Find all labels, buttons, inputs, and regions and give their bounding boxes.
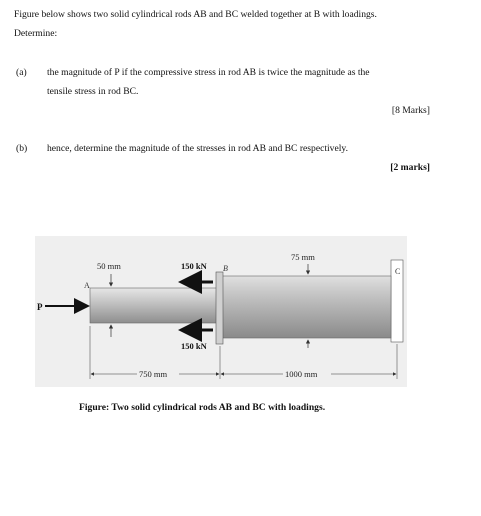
intro-line-1: Figure below shows two solid cylindrical rods AB and BC welded together at B with loadings. bbox=[14, 9, 377, 20]
figure-caption: Figure: Two solid cylindrical rods AB and BC with loadings. bbox=[79, 402, 326, 413]
load-top-label: 150 kN bbox=[181, 261, 207, 271]
part-a-text-line-1: the magnitude of P if the compressive stress in rod AB is twice the magnitude as the bbox=[47, 67, 370, 78]
point-b-label: B bbox=[223, 264, 228, 273]
rod-diagram bbox=[35, 236, 407, 387]
collar-b bbox=[216, 272, 223, 344]
diameter-ab-label: 50 mm bbox=[97, 261, 121, 271]
point-a-label: A bbox=[84, 281, 90, 290]
intro-line-2: Determine: bbox=[14, 28, 58, 39]
diameter-bc-label: 75 mm bbox=[291, 252, 315, 262]
part-a-label: (a) bbox=[16, 67, 27, 78]
part-a-text-line-2: tensile stress in rod BC. bbox=[47, 86, 139, 97]
load-bottom-label: 150 kN bbox=[181, 341, 207, 351]
force-p-label: P bbox=[37, 302, 43, 312]
rod-figure bbox=[35, 236, 407, 387]
length-bc-label: 1000 mm bbox=[285, 369, 318, 379]
point-c-label: C bbox=[395, 267, 401, 276]
length-ab-label: 750 mm bbox=[139, 369, 168, 379]
part-b-text: hence, determine the magnitude of the stresses in rod AB and BC respectively. bbox=[47, 143, 348, 154]
part-a-marks: [8 Marks] bbox=[391, 105, 430, 116]
part-b-label: (b) bbox=[16, 143, 28, 154]
rod-ab bbox=[90, 288, 217, 323]
part-b-marks: [2 marks] bbox=[390, 162, 430, 173]
rod-bc bbox=[221, 276, 391, 338]
